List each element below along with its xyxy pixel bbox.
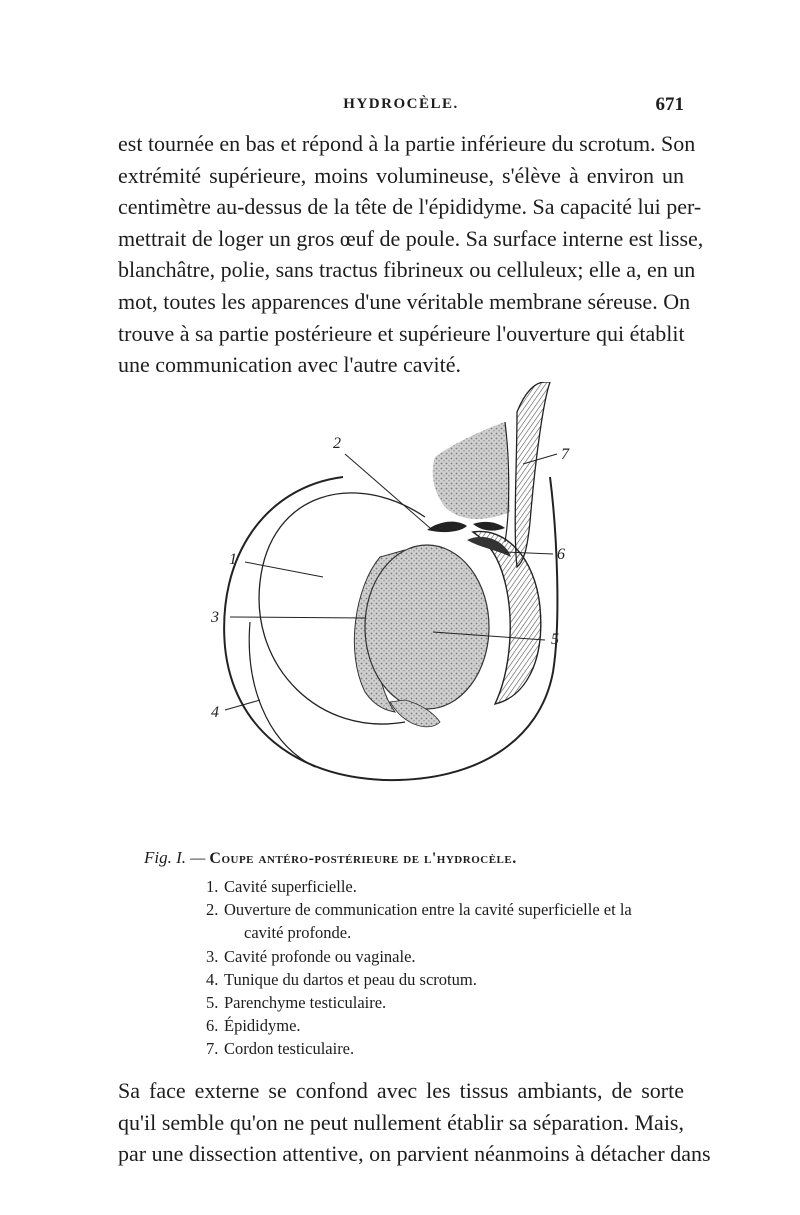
figure-caption — [144, 845, 684, 1061]
leader-line-1 — [245, 562, 323, 577]
figure-label-4: 4 — [211, 704, 219, 721]
legend-item: 6. Épididyme. — [206, 1016, 301, 1036]
paragraph-line: mot, toutes les apparences d'une véritable membrane séreuse. On — [118, 288, 691, 314]
paragraph-line: centimètre au-dessus de la tête de l'épididyme. Sa capacité lui per- — [118, 194, 702, 220]
leader-line-3 — [230, 617, 365, 618]
leader-line-2 — [345, 454, 430, 528]
paragraph-line: trouve à sa partie postérieure et supérieure l'ouverture qui établit — [118, 320, 685, 346]
page-number: 671 — [655, 94, 684, 115]
figure-label-5: 5 — [551, 631, 559, 648]
communication-opening-lip — [473, 522, 505, 531]
legend-item-continuation: cavité profonde. — [244, 923, 352, 943]
figure-label-3: 3 — [211, 609, 219, 626]
paragraph-line: par une dissection attentive, on parvient néanmoins à détacher dans — [118, 1141, 711, 1167]
dartos-inner-line — [249, 622, 315, 767]
legend-item: 5. Parenchyme testiculaire. — [206, 993, 387, 1013]
cord-tissue-shading — [433, 422, 510, 519]
leader-line-4 — [225, 700, 260, 710]
running-head — [118, 96, 684, 120]
spermatic-cord — [515, 382, 550, 567]
figure-number: Fig. I. — — [144, 848, 206, 867]
paragraph-line: mettrait de loger un gros œuf de poule. Sa surface interne est lisse, — [118, 225, 704, 251]
legend-item: 7. Cordon testiculaire. — [206, 1039, 355, 1059]
paragraph-line: est tournée en bas et répond à la partie inférieure du scrotum. Son — [118, 131, 696, 156]
testis-parenchyme — [365, 545, 489, 709]
figure-label-1: 1 — [229, 551, 237, 568]
paragraph-line: blanchâtre, polie, sans tractus fibrineux ou celluleux; elle a, en un — [118, 257, 696, 283]
figure-label-6: 6 — [557, 546, 565, 563]
paragraph-line: qu'il semble qu'on ne peut nullement établir sa séparation. Mais, — [118, 1109, 684, 1135]
figure-title: Coupe antéro-postérieure de l'hydrocèle. — [209, 850, 517, 867]
paragraph-line: une communication avec l'autre cavité. — [118, 352, 461, 378]
communication-opening — [427, 522, 467, 532]
legend-item: 2. Ouverture de communication entre la cavité superficielle et la — [206, 900, 632, 920]
hydrocele-section-illustration — [205, 382, 600, 802]
legend-item: 1. Cavité superficielle. — [206, 877, 357, 896]
paragraph-line: extrémité supérieure, moins volumineuse, s'élève à environ un — [118, 162, 684, 188]
anatomical-figure — [205, 382, 600, 802]
figure-legend — [144, 875, 684, 1061]
paragraph-2 — [118, 1075, 711, 1170]
legend-item: 4. Tunique du dartos et peau du scrotum. — [206, 969, 477, 989]
caption-title — [144, 845, 684, 871]
paragraph-1 — [118, 128, 704, 381]
paragraph-line: Sa face externe se confond avec les tissus ambiants, de sorte — [118, 1078, 684, 1103]
figure-label-7: 7 — [561, 446, 569, 463]
legend-item: 3. Cavité profonde ou vaginale. — [206, 946, 416, 966]
running-title: HYDROCÈLE. — [343, 96, 459, 112]
figure-label-2: 2 — [333, 435, 341, 452]
